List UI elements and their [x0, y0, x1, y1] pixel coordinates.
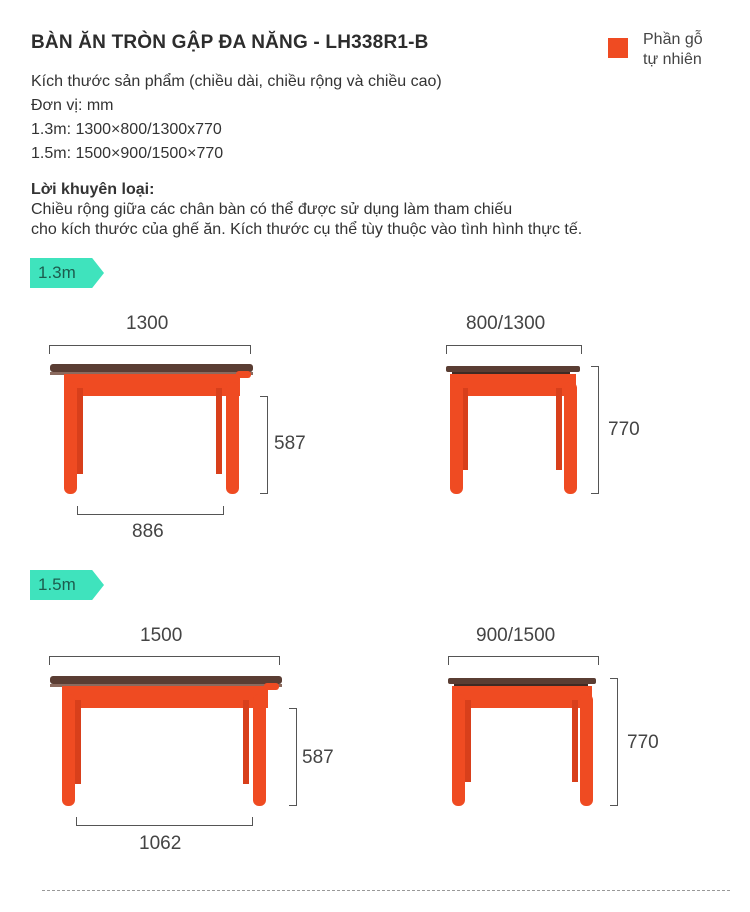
- tabletop: [448, 678, 596, 684]
- advice-line2: cho kích thước của ghế ăn. Kích thước cụ thể tùy thuộc vào tình hình thực tế.: [31, 221, 583, 238]
- tabletop: [50, 676, 282, 684]
- leg-right: [226, 382, 239, 494]
- size-tag-label: 1.3m: [38, 263, 76, 282]
- leg-right: [580, 694, 593, 806]
- info-line-size: Kích thước sản phẩm (chiều dài, chiều rộng và chiều cao): [31, 73, 442, 90]
- info-line-15m: 1.5m: 1500×900/1500×770: [31, 145, 224, 162]
- leg-left: [450, 382, 463, 494]
- product-title: BÀN ĂN TRÒN GẬP ĐA NĂNG - LH338R1-B: [31, 32, 429, 53]
- leg-right: [253, 694, 266, 806]
- dashed-divider: [42, 890, 730, 891]
- info-line-unit: Đơn vị: mm: [31, 97, 114, 114]
- table-side-view-15m: [446, 676, 601, 811]
- table-front-view-15m: [48, 674, 288, 809]
- size-tag-15m: [30, 570, 104, 600]
- leg-span-line-13m: [77, 506, 224, 515]
- leg-span-label-13m: 886: [132, 521, 164, 542]
- leg-left: [64, 382, 77, 494]
- side-height-label-13m: 770: [608, 419, 640, 440]
- front-height-label-13m: 587: [274, 433, 306, 454]
- apron: [62, 686, 268, 708]
- dimensions-info: [31, 70, 442, 166]
- front-width-line-13m: [49, 345, 251, 354]
- advice-line1: Chiều rộng giữa các chân bàn có thể được sử dụng làm tham chiếu: [31, 201, 513, 218]
- legend-label-line1: Phần gỗ: [643, 31, 703, 48]
- front-width-line-15m: [49, 656, 280, 665]
- front-width-label-13m: 1300: [126, 313, 169, 334]
- leg-right: [564, 382, 577, 494]
- side-width-label-15m: 900/1500: [476, 625, 556, 646]
- apron: [452, 686, 592, 708]
- leg-left: [62, 694, 75, 806]
- legend-label-line2: tự nhiên: [643, 51, 702, 68]
- table-side-view-13m: [444, 364, 584, 499]
- side-width-line-15m: [448, 656, 599, 665]
- size-tag-label: 1.5m: [38, 575, 76, 594]
- side-height-line-15m: [610, 678, 618, 806]
- side-width-label-13m: 800/1300: [466, 313, 546, 334]
- apron: [64, 374, 240, 396]
- front-height-line-13m: [260, 396, 268, 494]
- leg-span-line-15m: [76, 817, 253, 826]
- info-line-13m: 1.3m: 1300×800/1300x770: [31, 121, 222, 138]
- leg-left: [452, 694, 465, 806]
- leg-span-label-15m: 1062: [139, 833, 182, 854]
- side-width-line-13m: [446, 345, 582, 354]
- tabletop: [446, 366, 580, 372]
- size-tag-13m: [30, 258, 104, 288]
- side-height-label-15m: 770: [627, 732, 659, 753]
- advice-block: [31, 180, 582, 240]
- advice-heading: Lời khuyên loại:: [31, 181, 155, 198]
- front-width-label-15m: 1500: [140, 625, 183, 646]
- legend-label: [643, 30, 743, 70]
- front-height-line-15m: [289, 708, 297, 806]
- table-front-view-13m: [48, 362, 258, 497]
- legend-swatch: [608, 38, 628, 58]
- side-height-line-13m: [591, 366, 599, 494]
- front-height-label-15m: 587: [302, 747, 334, 768]
- tabletop: [50, 364, 253, 372]
